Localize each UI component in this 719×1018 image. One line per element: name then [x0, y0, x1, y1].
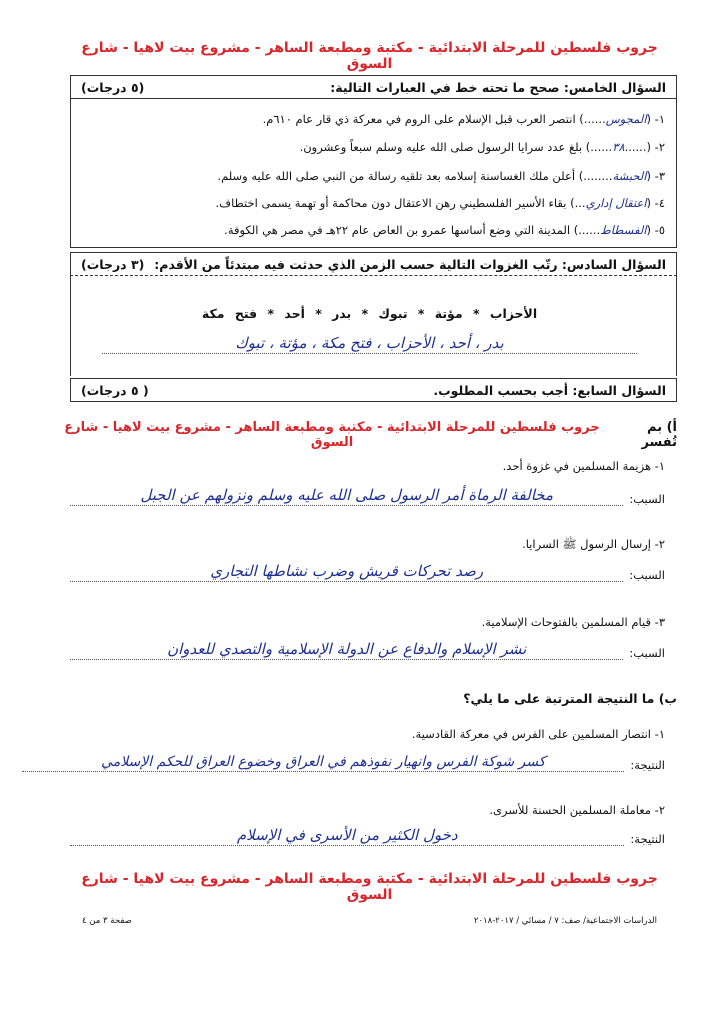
q6-marks: (٣ درجات) [81, 256, 145, 272]
q5-header [70, 75, 677, 99]
q6-box [70, 276, 677, 376]
q6-answer: بدر ، أحد ، الأحزاب ، فتح مكة ، مؤتة ، تبوك [102, 334, 637, 354]
q6-answer-row [102, 334, 637, 354]
q5-item: ١- (المجوس......) انتصر العرب قبل الإسلام على الروم في معركة ذي قار عام ٦١٠م. [262, 112, 665, 126]
q5-marks: (٥ درجات) [81, 79, 145, 95]
watermark-bottom: جروب فلسطين للمرحلة الابتدائية - مكتبة ومطبعة الساهر - مشروع بيت لاهيا - شارع السوق [81, 871, 658, 903]
q5-item: ٤- (اعتقال إداري...) بقاء الأسير الفلسطيني رهن الاعتقال دون محاكمة أو تهمة يسمى اختطاف. [215, 196, 665, 210]
q7-a-question: ٣- قيام المسلمين بالفتوحات الإسلامية. [481, 615, 665, 629]
q7-a-answer-row: السبب: رصد تحركات قريش وضرب نشاطها التجاري [70, 562, 665, 582]
page-number: صفحة ٣ من ٤ [82, 916, 132, 926]
q7-marks: ( ٥ درجات) [81, 382, 149, 398]
page-footer [62, 916, 677, 926]
watermark-middle: جروب فلسطين للمرحلة الابتدائية - مكتبة ومطبعة الساهر - مشروع بيت لاهيا - شارع السوق [64, 420, 600, 450]
q5-item: ٢- (......٣٨......) بلغ عدد سرايا الرسول صلى الله عليه وسلم سبعاً وعشرون. [299, 140, 665, 154]
q7-part-a-row [62, 420, 677, 450]
q6-options: الأحزاب * مؤتة * تبوك * بدر * أحد * فتح مكة [201, 306, 538, 321]
q7-b-answer-row: النتيجة: كسر شوكة الفرس وانهيار نفوذهم في العراق وخضوع العراق للحكم الإسلامي [22, 754, 665, 772]
q7-title: السؤال السابع: أجب بحسب المطلوب. [433, 382, 666, 398]
watermark-top: جروب فلسطين للمرحلة الابتدائية - مكتبة ومطبعة الساهر - مشروع بيت لاهيا - شارع السوق [81, 40, 658, 72]
q7-a-answer-row: السبب: نشر الإسلام والدفاع عن الدولة الإسلامية والتصدي للعدوان [70, 640, 665, 660]
q5-title: السؤال الخامس: صحح ما تحته خط في العبارات التالية: [330, 79, 666, 95]
q7-part-a-label: أ) بم تُفسر [641, 420, 677, 450]
q7-header [70, 378, 677, 402]
q5-item: ٣- (الحبشة........) أعلن ملك الغساسنة إسلامه بعد تلقيه رسالة من النبي صلى الله عليه وسلم. [217, 169, 665, 183]
q6-title: السؤال السادس: رتّب الغزوات التالية حسب الزمن الذي حدثت فيه مبتدئاً من الأقدم: [154, 256, 666, 272]
worksheet-page [62, 28, 677, 983]
q7-a-question: ٢- إرسال الرسول ﷺ السرايا. [522, 537, 665, 551]
q7-a-question: ١- هزيمة المسلمين في غزوة أحد. [502, 459, 665, 473]
q7-b-question: ١- انتصار المسلمين على الفرس في معركة القادسية. [411, 727, 665, 741]
q6-header [70, 252, 677, 276]
footer-subject: الدراسات الاجتماعية/ صف: ٧ / مسائي / ٢٠١٧-٢٠١٨ [473, 916, 657, 926]
q7-a-answer-row: السبب: مخالفة الرماة أمر الرسول صلى الله عليه وسلم ونزولهم عن الجبل [70, 486, 665, 506]
q7-b-answer-row: النتيجة: دخول الكثير من الأسرى في الإسلام [70, 826, 665, 846]
q7-b-question: ٢- معاملة المسلمين الحسنة للأسرى. [489, 803, 665, 817]
q5-item: ٥- (الفسطاط......) المدينة التي وضع أساسها عمرو بن العاص عام ٢٢هـ في مصر هي الكوفة. [224, 223, 665, 237]
q7-part-b-label: ب) ما النتيجة المترتبة على ما يلي؟ [463, 691, 677, 706]
